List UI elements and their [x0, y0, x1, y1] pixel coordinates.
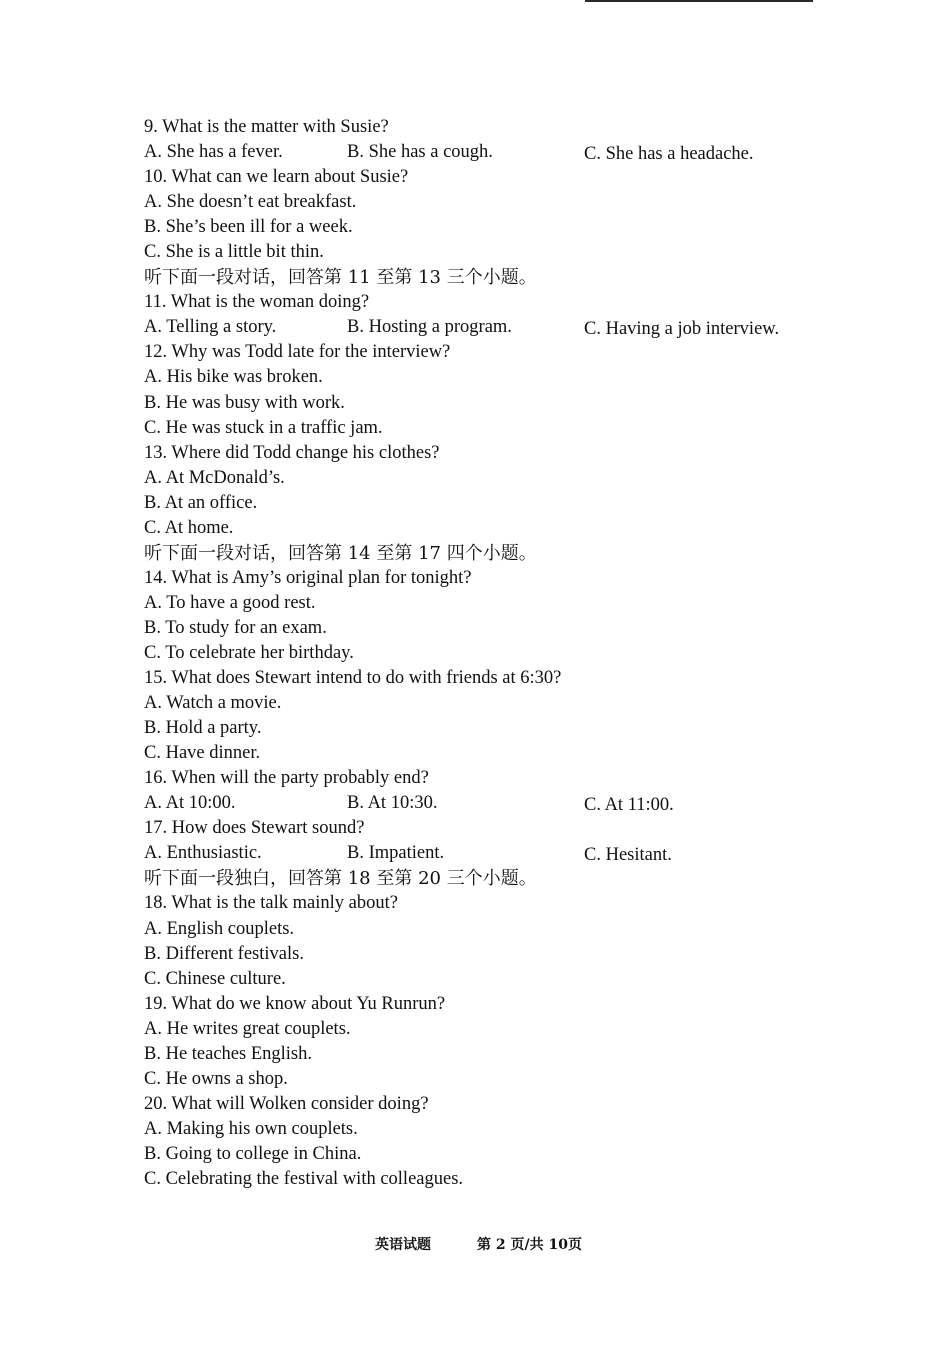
question-line: A. At McDonald’s.	[144, 467, 285, 488]
question-line: B. Going to college in China.	[144, 1143, 362, 1164]
option-row	[144, 841, 844, 866]
question-line: C. To celebrate her birthday.	[144, 642, 354, 663]
page-footer	[0, 1234, 950, 1258]
question-line: 9. What is the matter with Susie?	[144, 117, 389, 137]
question-line: A. English couplets.	[144, 918, 295, 939]
question-line: 11. What is the woman doing?	[144, 292, 370, 313]
answer-option: A. Telling a story.	[144, 317, 277, 338]
question-line: 10. What can we learn about Susie?	[144, 167, 409, 188]
question-line: A. She doesn’t eat breakfast.	[144, 192, 357, 213]
answer-option: B. Impatient.	[347, 843, 445, 864]
question-line: 18. What is the talk mainly about?	[144, 893, 398, 914]
question-line: 12. Why was Todd late for the interview?	[144, 342, 451, 363]
question-line: A. Making his own couplets.	[144, 1118, 358, 1139]
question-line: 17. How does Stewart sound?	[144, 818, 365, 839]
option-row	[144, 791, 844, 816]
question-line: 20. What will Wolken consider doing?	[144, 1093, 429, 1114]
question-line: B. Hold a party.	[144, 718, 262, 739]
question-line: B. He teaches English.	[144, 1043, 312, 1064]
question-line: 13. Where did Todd change his clothes?	[144, 442, 440, 463]
section-instruction: 听下面一段对话，回答第 14 至第 17 四个小题。	[144, 542, 537, 564]
question-line: C. At home.	[144, 517, 234, 538]
question-line: C. Have dinner.	[144, 743, 261, 764]
question-line: A. To have a good rest.	[144, 592, 316, 613]
question-line: B. Different festivals.	[144, 943, 304, 964]
answer-option: C. At 11:00.	[584, 795, 674, 816]
question-line: C. Chinese culture.	[144, 968, 286, 989]
answer-option: A. At 10:00.	[144, 793, 236, 814]
option-row	[144, 315, 844, 340]
question-line: B. She’s been ill for a week.	[144, 217, 353, 238]
section-instruction: 听下面一段独白，回答第 18 至第 20 三个小题。	[144, 868, 537, 890]
answer-option: B. She has a cough.	[347, 142, 493, 163]
section-instruction: 听下面一段对话，回答第 11 至第 13 三个小题。	[144, 267, 537, 289]
question-line: A. Watch a movie.	[144, 693, 282, 714]
footer-page-number: 第 2 页/共 10页	[477, 1237, 582, 1253]
question-list	[144, 115, 844, 1192]
answer-option: C. Hesitant.	[584, 845, 672, 866]
answer-option: B. At 10:30.	[347, 793, 438, 814]
question-line: C. She is a little bit thin.	[144, 242, 324, 263]
answer-option: C. Having a job interview.	[584, 319, 780, 340]
question-line: B. At an office.	[144, 492, 258, 513]
top-rule	[585, 0, 813, 2]
question-line: B. He was busy with work.	[144, 392, 345, 413]
option-row	[144, 140, 844, 165]
question-line: 14. What is Amy’s original plan for tonight?	[144, 567, 472, 588]
question-line: A. His bike was broken.	[144, 367, 323, 388]
answer-option: C. She has a headache.	[584, 144, 754, 165]
answer-option: A. Enthusiastic.	[144, 843, 262, 864]
question-line: A. He writes great couplets.	[144, 1018, 351, 1039]
answer-option: A. She has a fever.	[144, 142, 283, 163]
question-line: C. Celebrating the festival with colleagues.	[144, 1168, 464, 1189]
question-line: 19. What do we know about Yu Runrun?	[144, 993, 446, 1014]
answer-option: B. Hosting a program.	[347, 317, 512, 338]
question-line: 16. When will the party probably end?	[144, 768, 429, 789]
question-line: C. He owns a shop.	[144, 1068, 288, 1089]
footer-subject: 英语试题	[375, 1237, 431, 1253]
question-line: 15. What does Stewart intend to do with friends at 6:30?	[144, 668, 562, 689]
question-line: B. To study for an exam.	[144, 617, 327, 638]
question-line: C. He was stuck in a traffic jam.	[144, 417, 383, 438]
